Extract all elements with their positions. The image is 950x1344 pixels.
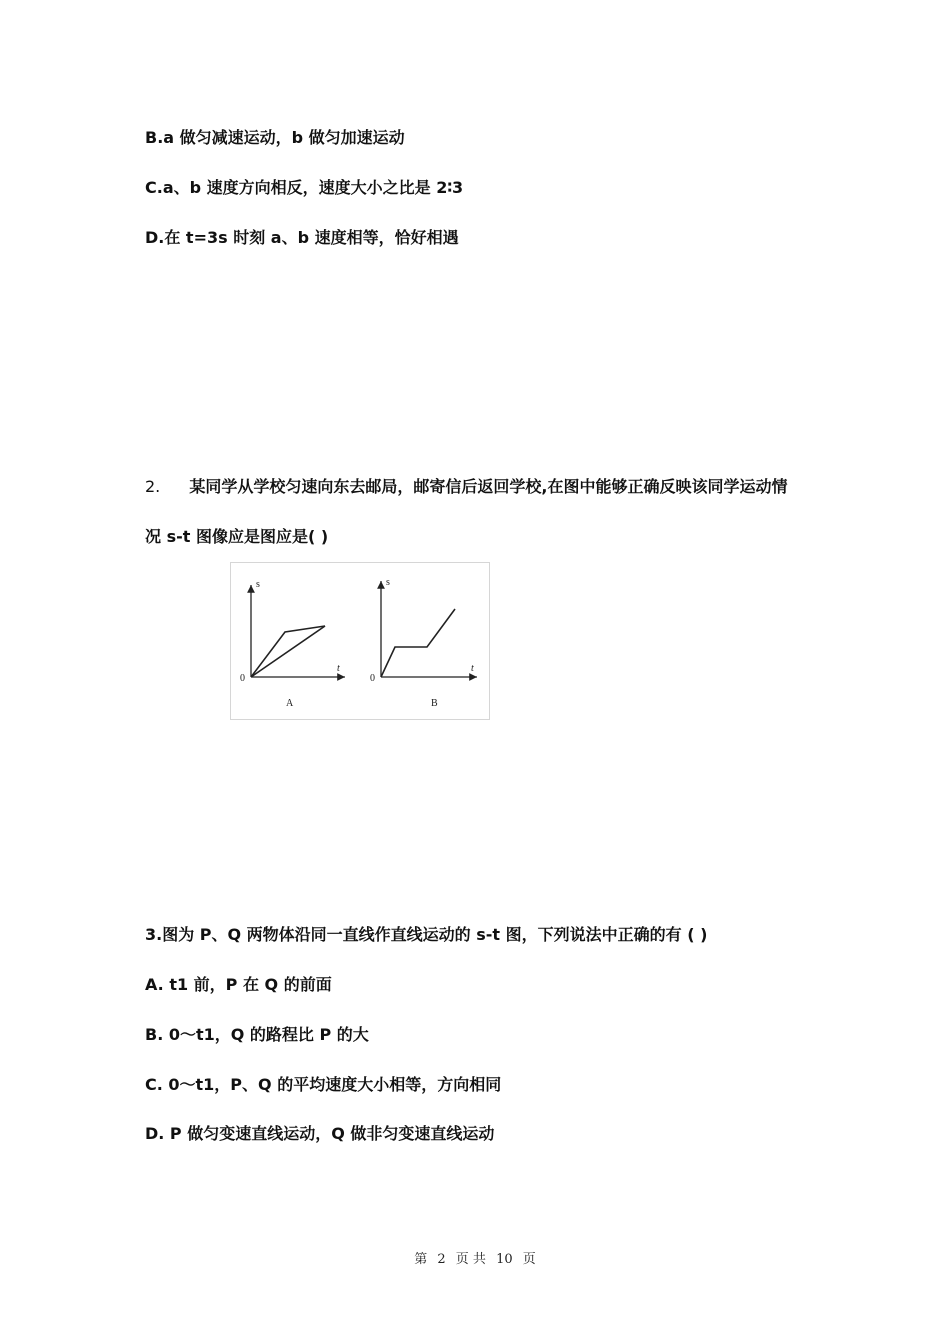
panel-a-return-line (251, 626, 325, 677)
footer-prefix: 第 (414, 1252, 428, 1267)
q2-number: 2. (145, 477, 161, 496)
q3-stem: 3.图为 P、Q 两物体沿同一直线作直线运动的 s-t 图，下列说法中正确的有 ( ) (145, 925, 708, 944)
panel-b-graph (370, 577, 477, 709)
q1-option-d: D.在 t=3s 时刻 a、b 速度相等，恰好相遇 (145, 228, 459, 247)
panel-a-label: A (286, 698, 294, 709)
panel-a-origin: 0 (240, 673, 245, 684)
footer-page-number: 2 (437, 1252, 446, 1267)
page-footer (0, 1248, 950, 1267)
panel-a-s-label: s (256, 579, 260, 590)
panel-b-origin: 0 (370, 673, 375, 684)
panel-b-line (381, 609, 455, 677)
panel-b-label: B (431, 698, 438, 709)
footer-middle: 页 共 (455, 1252, 486, 1267)
q2-st-graphs (231, 563, 489, 719)
q3-option-a: A. t1 前，P 在 Q 的前面 (145, 975, 332, 994)
q3-option-d: D. P 做匀变速直线运动，Q 做非匀变速直线运动 (145, 1124, 495, 1143)
panel-a-graph (240, 579, 345, 709)
footer-total-pages: 10 (496, 1252, 513, 1267)
q1-option-b: B.a 做匀减速运动，b 做匀加速运动 (145, 128, 405, 147)
q2-stem-text: 某同学从学校匀速向东去邮局，邮寄信后返回学校,在图中能够正确反映该同学运动情 (189, 477, 788, 496)
panel-b-s-label: s (386, 577, 390, 588)
q2-stem-line2: 况 s-t 图像应是图应是( ) (145, 527, 329, 546)
q2-st-graphs-figure (230, 562, 490, 720)
panel-a-t-label: t (337, 663, 340, 674)
q2-stem-line1 (145, 477, 788, 497)
q1-option-c: C.a、b 速度方向相反，速度大小之比是 2∶3 (145, 178, 464, 197)
footer-suffix: 页 (522, 1252, 536, 1267)
q3-option-b: B. 0～t1，Q 的路程比 P 的大 (145, 1025, 369, 1044)
q3-option-c: C. 0～t1，P、Q 的平均速度大小相等，方向相同 (145, 1075, 502, 1094)
panel-b-t-label: t (471, 663, 474, 674)
